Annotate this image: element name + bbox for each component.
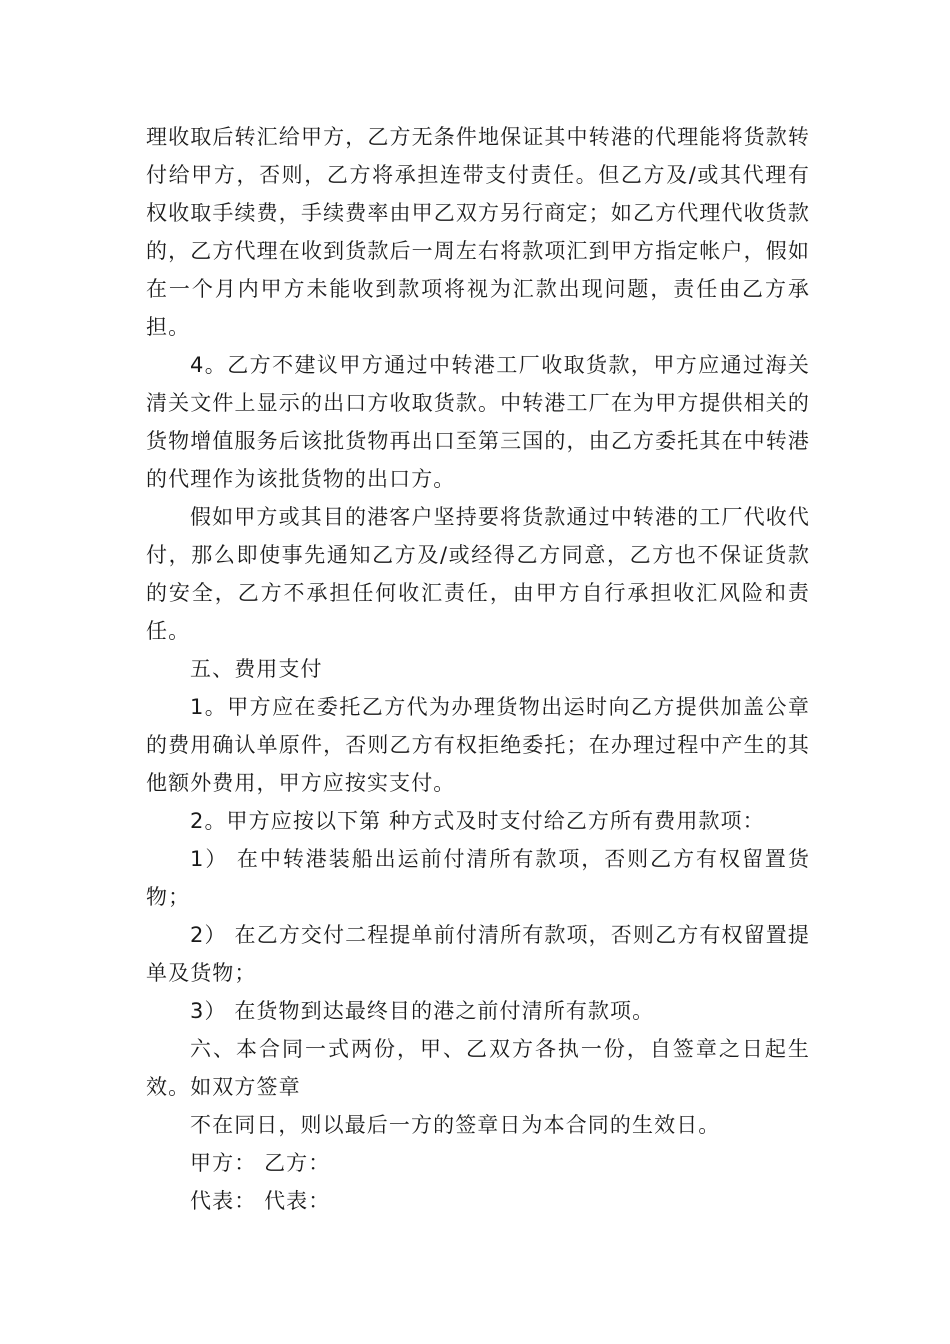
section-heading-effectiveness: 六、本合同一式两份，甲、乙双方各执一份，自签章之日起生效。如双方签章: [146, 1037, 810, 1099]
section-heading-fee-payment: 五、费用支付: [190, 657, 323, 681]
list-item-option-2: 2） 在乙方交付二程提单前付清所有款项，否则乙方有权留置提单及货物；: [146, 923, 810, 985]
signature-line-representatives: 代表： 代表：: [190, 1189, 331, 1213]
paragraph-fee-clause-1: 1。甲方应在委托乙方代为办理货物出运时向乙方提供加盖公章的费用确认单原件，否则乙方有权拒绝委托；在办理过程中产生的其他额外费用，甲方应按实支付。: [146, 695, 810, 795]
list-item-option-3: 3） 在货物到达最终目的港之前付清所有款项。: [190, 999, 655, 1023]
paragraph-payment-transfer: 理收取后转汇给甲方，乙方无条件地保证其中转港的代理能将货款转付给甲方，否则，乙方将承担连带支付责任。但乙方及/或其代理有权收取手续费，手续费率由甲乙双方另行商定；如乙方代理代收货款的，乙方代理在收到货款后一周左右将款项汇到甲方指定帐户，假如在一个月内甲方未能收到款项将视为汇款出现问题，责任由乙方承担。: [146, 125, 810, 339]
signature-line-parties: 甲方： 乙方：: [190, 1151, 331, 1175]
paragraph-risk: 假如甲方或其目的港客户坚持要将货款通过中转港的工厂代收代付，那么即使事先通知乙方及/或经得乙方同意，乙方也不保证货款的安全，乙方不承担任何收汇责任，由甲方自行承担收汇风险和责任。: [146, 505, 810, 643]
paragraph-clause-4: 4。乙方不建议甲方通过中转港工厂收取货款，甲方应通过海关清关文件上显示的出口方收取货款。中转港工厂在为甲方提供相关的货物增值服务后该批货物再出口至第三国的，由乙方委托其在中转港的代理作为该批货物的出口方。: [146, 353, 810, 491]
document-page: [146, 118, 810, 1220]
list-item-option-1: 1） 在中转港装船出运前付清所有款项，否则乙方有权留置货物；: [146, 847, 810, 909]
paragraph-effective-date: 不在同日，则以最后一方的签章日为本合同的生效日。: [190, 1113, 721, 1137]
paragraph-fee-clause-2: 2。甲方应按以下第 种方式及时支付给乙方所有费用款项：: [190, 809, 765, 833]
